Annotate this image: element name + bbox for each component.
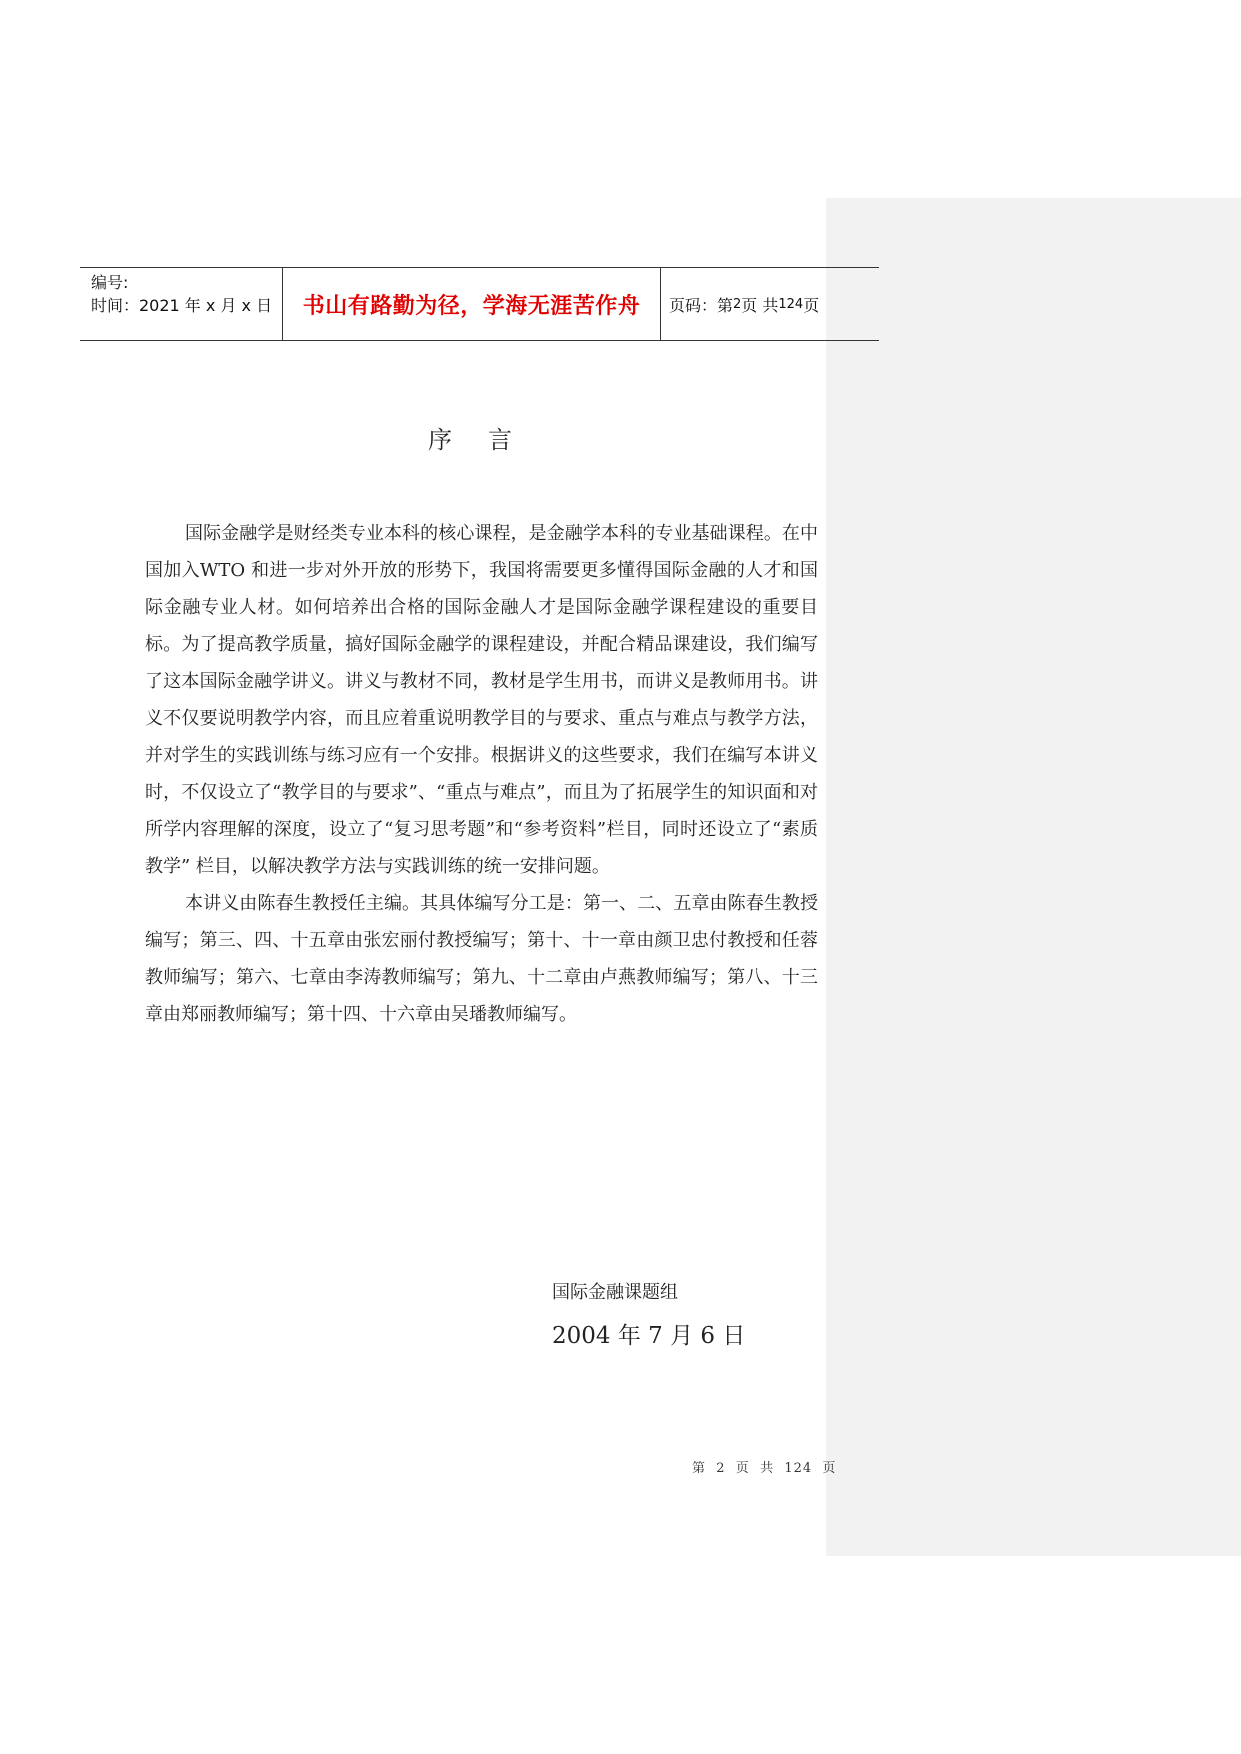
number-label: 编号:: [91, 273, 129, 292]
page-prefix: 页码：第: [669, 295, 734, 315]
page-current: 2: [733, 296, 742, 312]
header-table: [80, 267, 879, 341]
comment-pane: [826, 198, 1241, 1556]
body-text: [145, 515, 818, 1033]
motto: 书山有路勤为径，学海无涯苦作舟: [283, 268, 661, 340]
header-left-cell: [80, 268, 283, 340]
page-total: 124: [778, 296, 804, 312]
page-middle: 页 共: [741, 295, 779, 315]
paragraph-1: 国际金融学是财经类专业本科的核心课程，是金融学本科的专业基础课程。在中国加入WTO 和进一步对外开放的形势下，我国将需要更多懂得国际金融的人才和国际金融专业人材。如何培养出合格的国际金融人才是国际金融学课程建设的重要目标。为了提高教学质量，搞好国际金融学的课程建设，并配合精品课建设，我们编写了这本国际金融学讲义。讲义与教材不同，教材是学生用书，而讲义是教师用书。讲义不仅要说明教学内容，而且应着重说明教学目的与要求、重点与难点与教学方法，并对学生的实践训练与练习应有一个安排。根据讲义的这些要求，我们在编写本讲义时，不仅设立了“教学目的与要求”、“重点与难点”，而且为了拓展学生的知识面和对所学内容理解的深度，设立了“复习思考题”和“参考资料”栏目，同时还设立了“素质教学” 栏目，以解决教学方法与实践训练的统一安排问题。: [145, 523, 818, 877]
signature-block: [552, 1278, 745, 1354]
time-label: 时间：2021 年 x 月 x 日: [91, 296, 273, 315]
title-char-2: 言: [488, 426, 512, 454]
signature-date: 2004 年 7 月 6 日: [552, 1323, 746, 1349]
paragraph-2: 本讲义由陈春生教授任主编。其具体编写分工是：第一、二、五章由陈春生教授编写；第三、四、十五章由张宏丽付教授编写；第十、十一章由颜卫忠付教授和任蓉教师编写；第六、七章由李涛教师编写；第九、十二章由卢燕教师编写；第八、十三章由郑丽教师编写；第十四、十六章由吴璠教师编写。: [145, 893, 818, 1025]
page-title: [0, 420, 940, 455]
page-suffix: 页: [803, 295, 820, 315]
signature-organization: 国际金融课题组: [552, 1282, 678, 1303]
page-footer: 第 2 页 共 124 页: [692, 1461, 837, 1476]
title-char-1: 序: [428, 426, 452, 454]
header-page-info: [661, 268, 879, 340]
